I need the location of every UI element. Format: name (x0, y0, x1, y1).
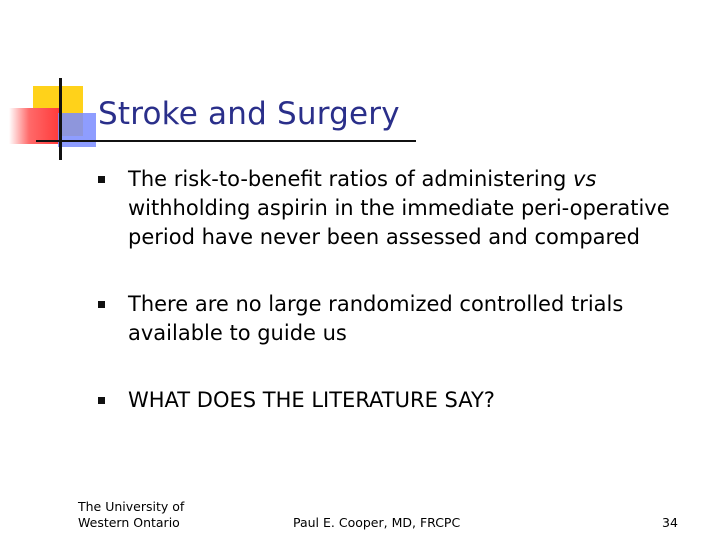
bullet-marker-icon (98, 301, 105, 308)
bullet-text: The risk-to-benefit ratios of administering (128, 167, 574, 191)
institution-line-1: The University of (78, 499, 185, 514)
slide-title: Stroke and Surgery (98, 96, 400, 132)
bullet-text-cont: withholding aspirin in the immediate peri-operative period have never been assessed and compared (128, 196, 670, 249)
footer-institution (78, 499, 218, 531)
bullet-item (98, 386, 698, 415)
institution-line-2: Western Ontario (78, 515, 180, 530)
page-number: 34 (662, 515, 678, 530)
bullet-item (98, 165, 698, 252)
bullet-list (98, 165, 698, 415)
title-underline (36, 140, 416, 142)
bullet-text: WHAT DOES THE LITERATURE SAY? (128, 388, 495, 412)
bullet-text: There are no large randomized controlled trials available to guide us (128, 292, 624, 345)
decor-red-bar (9, 108, 59, 144)
footer-author: Paul E. Cooper, MD, FRCPC (293, 515, 461, 530)
bullet-emphasis: vs (573, 167, 597, 191)
decor-vertical-line (59, 78, 62, 160)
bullet-marker-icon (98, 397, 105, 404)
bullet-item (98, 290, 698, 348)
bullet-marker-icon (98, 176, 105, 183)
